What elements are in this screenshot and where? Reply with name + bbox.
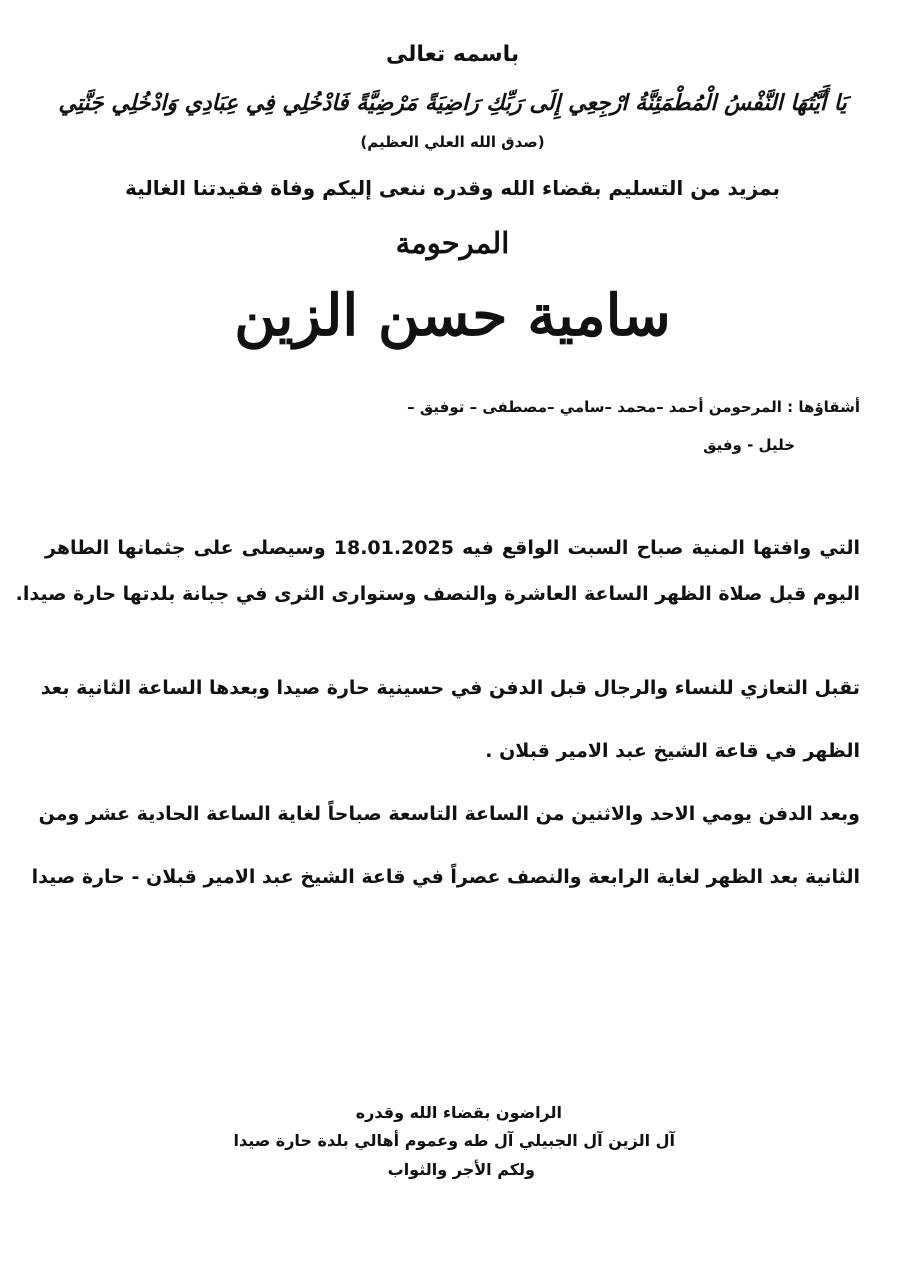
deceased-title: المرحومة <box>395 226 510 260</box>
body-line-6: الثانية بعد الظهر لغاية الرابعة والنصف عصراً في قاعة الشيخ عبد الامير قبلان - حارة صيدا <box>31 866 860 888</box>
verse-source: (صدق الله العلي العظيم) <box>360 133 545 151</box>
body-line-5: وبعد الدفن يومي الاحد والاثنين من الساعة التاسعة صباحاً لغاية الساعة الحادية عشر ومن <box>38 803 860 825</box>
body-line-1: التي وافتها المنية صباح السبت الواقع فيه 18.01.2025 وسيصلى على جثمانها الطاهر <box>45 537 860 559</box>
announcement-line: بمزيد من التسليم بقضاء الله وقدره ننعى إليكم وفاة فقيدتنا الغالية <box>125 176 780 200</box>
signature-line-2: آل الزين آل الجبيلي آل طه وعموم أهالي بلدة حارة صيدا <box>233 1131 675 1150</box>
siblings-line-1: أشقاؤها : المرحومن أحمد –محمد –سامي –مصطفى – توفيق – <box>407 398 860 416</box>
quran-verse: يَا أَيَّتُهَا النَّفْسُ الْمُطْمَئِنَّةُ ارْجِعِي إِلَى رَبِّكِ رَاضِيَةً مَرْضِيَّةً فَادْخُلِي فِي عِبَادِي وَادْخُلِي جَنَّتِي <box>58 90 847 116</box>
invocation-heading: باسمه تعالى <box>385 42 520 67</box>
signature-line-1: الراضون بقضاء الله وقدره <box>355 1103 562 1122</box>
body-line-3: تقبل التعازي للنساء والرجال قبل الدفن في حسينية حارة صيدا وبعدها الساعة الثانية بعد <box>40 677 860 699</box>
body-line-4: الظهر في قاعة الشيخ عبد الامير قبلان . <box>485 740 860 762</box>
body-line-2: اليوم قبل صلاة الظهر الساعة العاشرة والنصف وستوارى الثرى في جبانة بلدتها حارة صيدا. <box>15 583 860 605</box>
siblings-line-2: خليل - وفيق <box>703 436 795 454</box>
signature-line-3: ولكم الأجر والثواب <box>387 1160 535 1179</box>
deceased-name: سامية حسن الزين <box>234 282 671 349</box>
